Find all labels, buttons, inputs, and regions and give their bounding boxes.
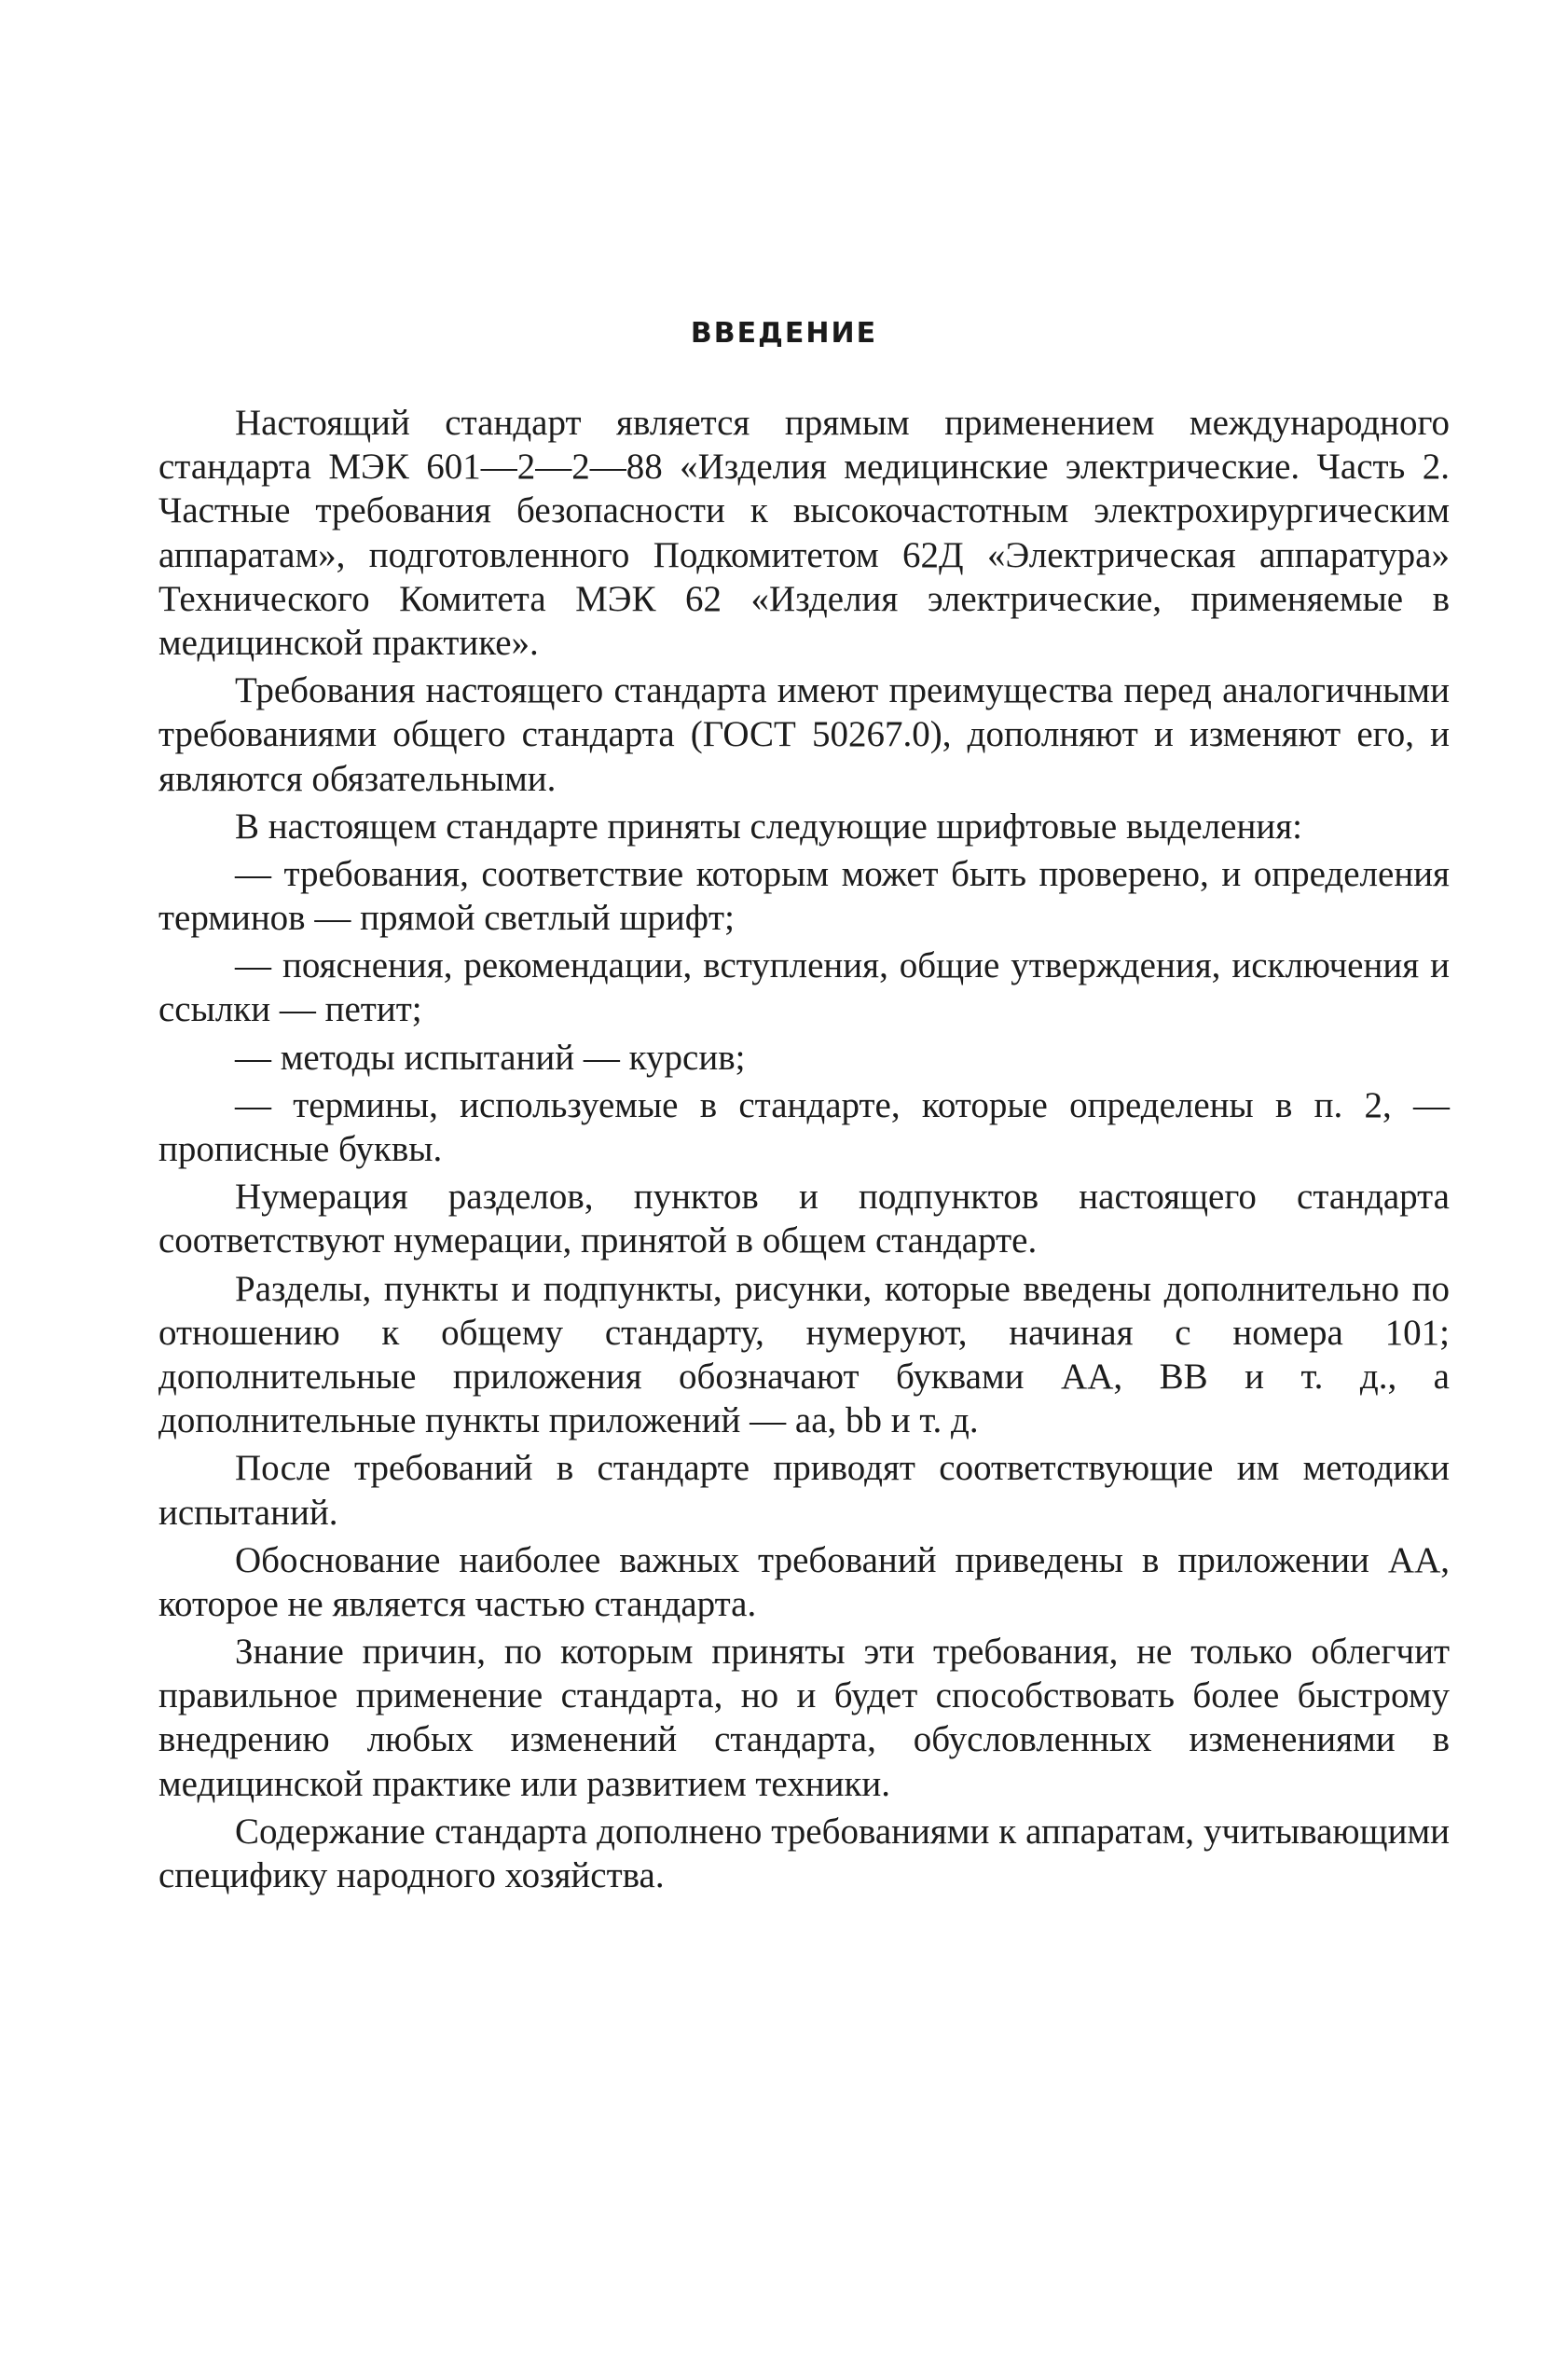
paragraph-rationale: Обоснование наиболее важных требований приведены в приложении АА, которое не является частью стандарта. (158, 1539, 1450, 1624)
list-item-notes-font: — пояснения, рекомендации, вступления, общие утверждения, исключения и ссылки — петит; (158, 945, 1450, 1030)
paragraph-numbering: Нумерация разделов, пунктов и подпунктов настоящего стандарта соответствуют нумерации, принятой в общем стандарте. (158, 1177, 1450, 1261)
paragraph-knowledge: Знание причин, по которым приняты эти требования, не только облегчит правильное применение стандарта, но и будет способствовать более быстрому внедрению любых изменений стандарта, обусловленных изменениями в медицинской практике или развитием техники. (158, 1632, 1450, 1804)
paragraph-intro: Настоящий стандарт является прямым применением международного стандарта МЭК 601—2—2—88 «Изделия медицинские электрические. Часть 2. Частные требования безопасности к высокочастотным электрохирургическим аппаратам», подготовленного Подкомитетом 62Д «Электрическая аппаратура» Технического Комитета МЭК 62 «Изделия электрические, применяемые в медицинской практике». (158, 403, 1450, 663)
document-body (158, 401, 1450, 1897)
paragraph-test-methods: После требований в стандарте приводят соответствующие им методики испытаний. (158, 1448, 1450, 1533)
list-item-test-methods-font: — методы испытаний — курсив; (235, 1037, 746, 1078)
paragraph-additional-sections: Разделы, пункты и подпункты, рисунки, которые введены дополнительно по отношению к общему стандарту, нумеруют, начиная с номера 101; дополнительные приложения обозначают буквами АА, ВВ и т. д., а дополнительные пункты приложений — аа, bb и т. д. (158, 1268, 1450, 1441)
paragraph-content-supplement: Содержание стандарта дополнено требованиями к аппаратам, учитывающими специфику народного хозяйства. (158, 1811, 1450, 1895)
list-item-terms-font: — термины, используемые в стандарте, которые определены в п. 2, — прописные буквы. (158, 1084, 1450, 1169)
paragraph-font-conventions: В настоящем стандарте приняты следующие шрифтовые выделения: (235, 806, 1302, 847)
list-item-requirements-font: — требования, соответствие которым может быть проверено, и определения терминов — прямой светлый шрифт; (158, 853, 1450, 939)
page-title: ВВЕДЕНИЕ (690, 317, 878, 350)
paragraph-requirements: Требования настоящего стандарта имеют преимущества перед аналогичными требованиями общего стандарта (ГОСТ 50267.0), дополняют и изменяют его, и являются обязательными. (158, 670, 1450, 799)
